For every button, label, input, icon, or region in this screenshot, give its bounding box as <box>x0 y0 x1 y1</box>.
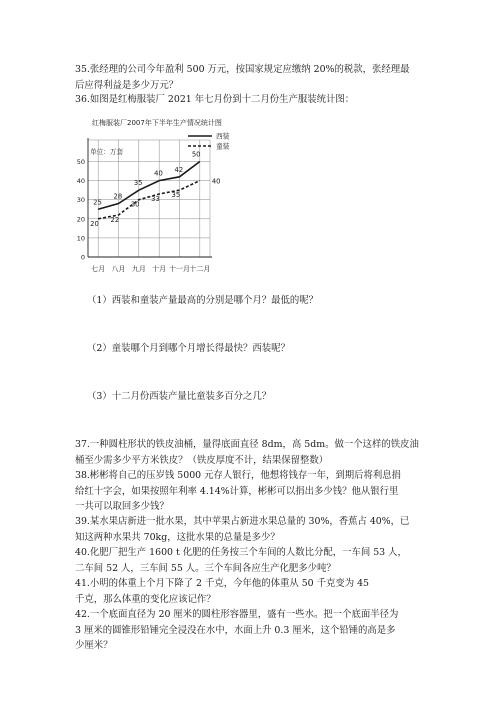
x-tick-label: 八月 <box>111 265 126 273</box>
x-tick-label: 十月 <box>152 265 167 273</box>
data-label: 20 <box>90 219 99 228</box>
data-label: 28 <box>113 192 123 201</box>
y-axis-label: 单位：万套 <box>90 148 123 156</box>
sub-question-1: （1）西装和童装产量最高的分别是哪个月？最低的呢？ <box>87 295 318 306</box>
line-chart <box>60 112 250 277</box>
question-text: 40.化肥厂把生产 1600 t 化肥的任务按三个车间的人数比分配，一车间 53 人， <box>75 547 407 558</box>
chart-title: 红梅服装厂2007年下半年生产情况统计图 <box>92 119 222 127</box>
legend-label: 童装 <box>216 142 230 151</box>
question-text: 42.一个底面直径为 20 厘米的圆柱形容器里，盛有一些水。把一个底面半径为 <box>75 609 399 620</box>
question-text: 后应得利益是多少万元？ <box>75 79 179 91</box>
x-tick-label: 十一月 <box>169 265 190 273</box>
question-text: 39.某水果店新进一批水果，其中苹果占新进水果总量的 30%，香蕉占 40%，已 <box>75 516 410 527</box>
question-text: 38.彬彬将自己的压岁钱 5000 元存人银行，他想将钱存一年，到期后将利息捐 <box>75 470 401 481</box>
question-36-intro: 36.如图是红梅服装厂 2021 年七月份到十二月份生产服装统计图： <box>75 94 355 105</box>
y-tick-label: 50 <box>76 158 85 167</box>
sub-question-2: （2）童装哪个月到哪个月增长得最快？西装呢？ <box>87 343 290 354</box>
y-tick-label: 0 <box>80 253 85 262</box>
legend <box>188 132 230 151</box>
question-text: 少厘米？ <box>75 640 113 651</box>
data-label: 50 <box>191 150 201 159</box>
question-text: 一共可以取回多少钱？ <box>75 501 169 512</box>
data-label: 42 <box>174 165 184 174</box>
question-35 <box>75 62 445 93</box>
question-text: 给红十字会，如果按照年利率 4.14%计算，彬彬可以捐出多少钱？他从银行里 <box>75 485 399 497</box>
data-label: 35 <box>133 179 143 188</box>
x-tick-label: 十二月 <box>189 265 211 273</box>
series-layer <box>90 151 220 228</box>
y-tick-label: 10 <box>76 234 85 243</box>
question-text: 37.一种圆柱形状的铁皮油桶，量得底面直径 8dm，高 5dm。做一个这样的铁皮油 <box>75 439 419 450</box>
question-42 <box>75 607 445 654</box>
data-label: 22 <box>110 216 120 224</box>
question-38 <box>75 468 445 515</box>
sub-question-3: （3）十二月份西装产量比童装多百分之几？ <box>87 391 272 402</box>
series-line <box>98 162 200 210</box>
data-label: 40 <box>154 169 163 178</box>
data-label: 25 <box>93 198 102 207</box>
y-tick-label: 40 <box>76 177 85 186</box>
x-tick-label: 七月 <box>91 265 106 273</box>
question-37 <box>75 437 445 468</box>
data-label: 35 <box>171 191 181 200</box>
x-tick-label: 九月 <box>131 265 146 273</box>
question-text: 41.小明的体重上个月下降了 2 千克，今年他的体重从 50 千克变为 45 <box>75 578 370 589</box>
legend-label: 西装 <box>216 132 230 141</box>
question-text: 二车间 52 人，三车间 55 人。三个车间各应生产化肥多少吨？ <box>75 562 336 574</box>
question-text: 知这两种水果共 70kg，这批水果的总量是多少？ <box>75 531 280 543</box>
question-text: 35.张经理的公司今年盈利 500 万元，按国家规定应缴纳 20%的税款，张经理最 <box>75 64 410 75</box>
question-39 <box>75 514 445 545</box>
question-text: 桶至少需多少平方米铁皮？（铁皮厚度不计，结果保留整数） <box>75 454 329 466</box>
question-text: 千克，那么体重的变化应该记作？ <box>75 593 216 605</box>
y-tick-label: 30 <box>76 196 85 205</box>
data-label: 33 <box>151 195 160 203</box>
question-text: 3 厘米的圆锥形铅锤完全浸没在水中，水面上升 0.3 厘米，这个铅锤的高是多 <box>75 624 396 636</box>
data-label: 40 <box>211 177 221 186</box>
question-41 <box>75 576 445 607</box>
data-label: 30 <box>130 200 140 209</box>
y-tick-label: 20 <box>76 215 85 224</box>
question-40 <box>75 545 445 576</box>
